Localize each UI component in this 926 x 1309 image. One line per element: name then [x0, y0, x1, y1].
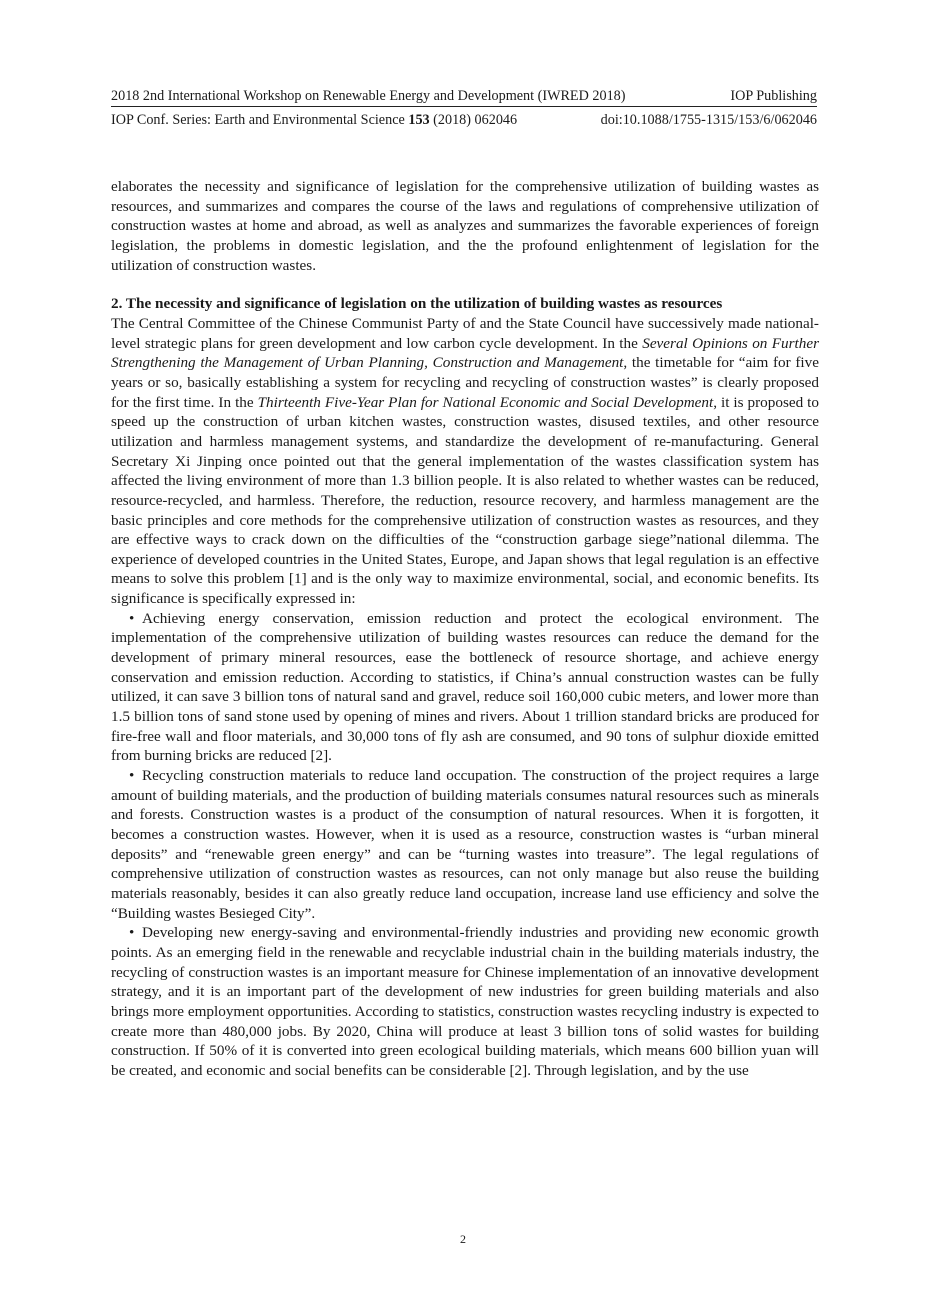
bullet-text: Achieving energy conservation, emission reduction and protect the ecological environment. The implementation of the comprehensive utilization of building wastes resources can reduce the demand for the development of primary mineral resources, ease the bottleneck of resource shortage, and achieve energy conservation and emission reduction. According to statistics, if China’s annual construction wastes can be fully utilized, it can save 3 billion tons of natural sand and gravel, reduce soil 160,000 cubic meters, and lower more than 1.5 billion tons of sand stone used by opening of mines and rivers. About 1 trillion standard bricks are produced for fire-free wall and floor materials, and 30,000 tons of fly ash are consumed, and 90 tons of sulphur dioxide emitted from burning bricks are reduced [2]. [111, 609, 819, 765]
paragraph-text-b: , the timetable for “aim for five years or so, basically establishing a system for recycling and recycling of construction wastes” is clearly proposed for the first time. In the [111, 354, 819, 411]
paper-body [111, 177, 819, 1081]
document-title-1: Several Opinions on Further Strengthening the Management of Urban Planning, Construction and Management [111, 334, 819, 372]
paragraph-text-c: , it is proposed to speed up the construction of urban kitchen wastes, construction wastes, disused textiles, and other resource utilization and harmless management systems, and standardize the development of re-manufacturing. General Secretary Xi Jinping once pointed out that the general implementation of the wastes classification system has affected the living environment of more than 1.3 billion people. It is also related to whether wastes can be reduced, resource-recycled, and harmless. Therefore, the reduction, resource recovery, and harmless management are the basic principles and core methods for the comprehensive utilization of construction wastes as resources, and they are effective ways to crack down on the difficulties of the “construction garbage siege”national dilemma. The experience of developed countries in the United States, Europe, and Japan shows that legal regulation is an effective means to solve this problem [1] and is the only way to maximize environmental, social, and economic benefits. Its significance is specifically expressed in: [111, 393, 819, 608]
section-heading: 2. The necessity and significance of legislation on the utilization of building wastes as resources [111, 295, 723, 313]
paragraph-text-a: The Central Committee of the Chinese Communist Party of and the State Council have successively made national-level strategic plans for green development and low carbon cycle development. In the [111, 314, 819, 352]
bullet-item [111, 609, 819, 766]
series-citation [111, 110, 517, 130]
bullet-icon: • [129, 609, 135, 627]
header-top-row [111, 86, 817, 106]
document-title-2: Thirteenth Five-Year Plan for National Economic and Social Development [257, 393, 714, 411]
bullet-item [111, 923, 819, 1080]
header-bottom-row [111, 110, 817, 130]
running-header [111, 86, 817, 130]
volume-number: 153 [408, 112, 430, 128]
bullet-item [111, 766, 819, 923]
bullet-icon: • [129, 924, 135, 942]
bullet-text: Recycling construction materials to reduce land occupation. The construction of the project requires a large amount of building materials, and the production of building materials consumes natural resources such as minerals and forests. Construction wastes is a product of the consumption of natural resources. When it is forgotten, it becomes a construction wastes. However, when it is used as a resource, construction wastes is “urban mineral deposits” and “renewable green energy” and can be “turning wastes into treasure”. The legal regulations of comprehensive utilization of construction wastes as resources, can not only manage but also reuse the building materials reasonably, besides it can also greatly reduce land occupation, increase land use efficiency and solve the “Building wastes Besieged City”. [111, 767, 819, 922]
bullet-icon: • [129, 767, 135, 785]
header-rule [111, 106, 817, 107]
section-paragraph [111, 314, 819, 609]
intro-paragraph: elaborates the necessity and significance of legislation for the comprehensive utilization of building wastes as resources, and summarizes and compares the course of the laws and regulations of comprehensive utilization of construction wastes at home and abroad, as well as analyzes and summarizes the favorable experiences of foreign legislation, the problems in domestic legislation, and the the profound enlightenment of legislation for the utilization of construction wastes. [111, 178, 819, 274]
bullet-text: Developing new energy-saving and environmental-friendly industries and providing new economic growth points. As an emerging field in the renewable and recyclable industrial chain in the building materials industry, the recycling of construction wastes is an important measure for Chinese implementation of an innovative development strategy, and it is an important part of the development of new industries for green building materials and also brings more employment opportunities. According to statistics, construction wastes recycling industry is expected to create more than 480,000 jobs. By 2020, China will produce at least 3 billion tons of solid wastes for building construction. If 50% of it is converted into green ecological building materials, which means 600 billion yuan will be created, and economic and social benefits can be considerable [2]. Through legislation, and by the use [111, 924, 819, 1079]
conference-title: 2018 2nd International Workshop on Renewable Energy and Development (IWRED 2018) [111, 88, 626, 104]
series-prefix: IOP Conf. Series: Earth and Environmental Science [111, 112, 409, 128]
doi: doi:10.1088/1755-1315/153/6/062046 [600, 112, 817, 128]
publisher-name: IOP Publishing [730, 88, 817, 104]
series-suffix: (2018) 062046 [429, 112, 518, 128]
page-number: 2 [460, 1232, 466, 1246]
